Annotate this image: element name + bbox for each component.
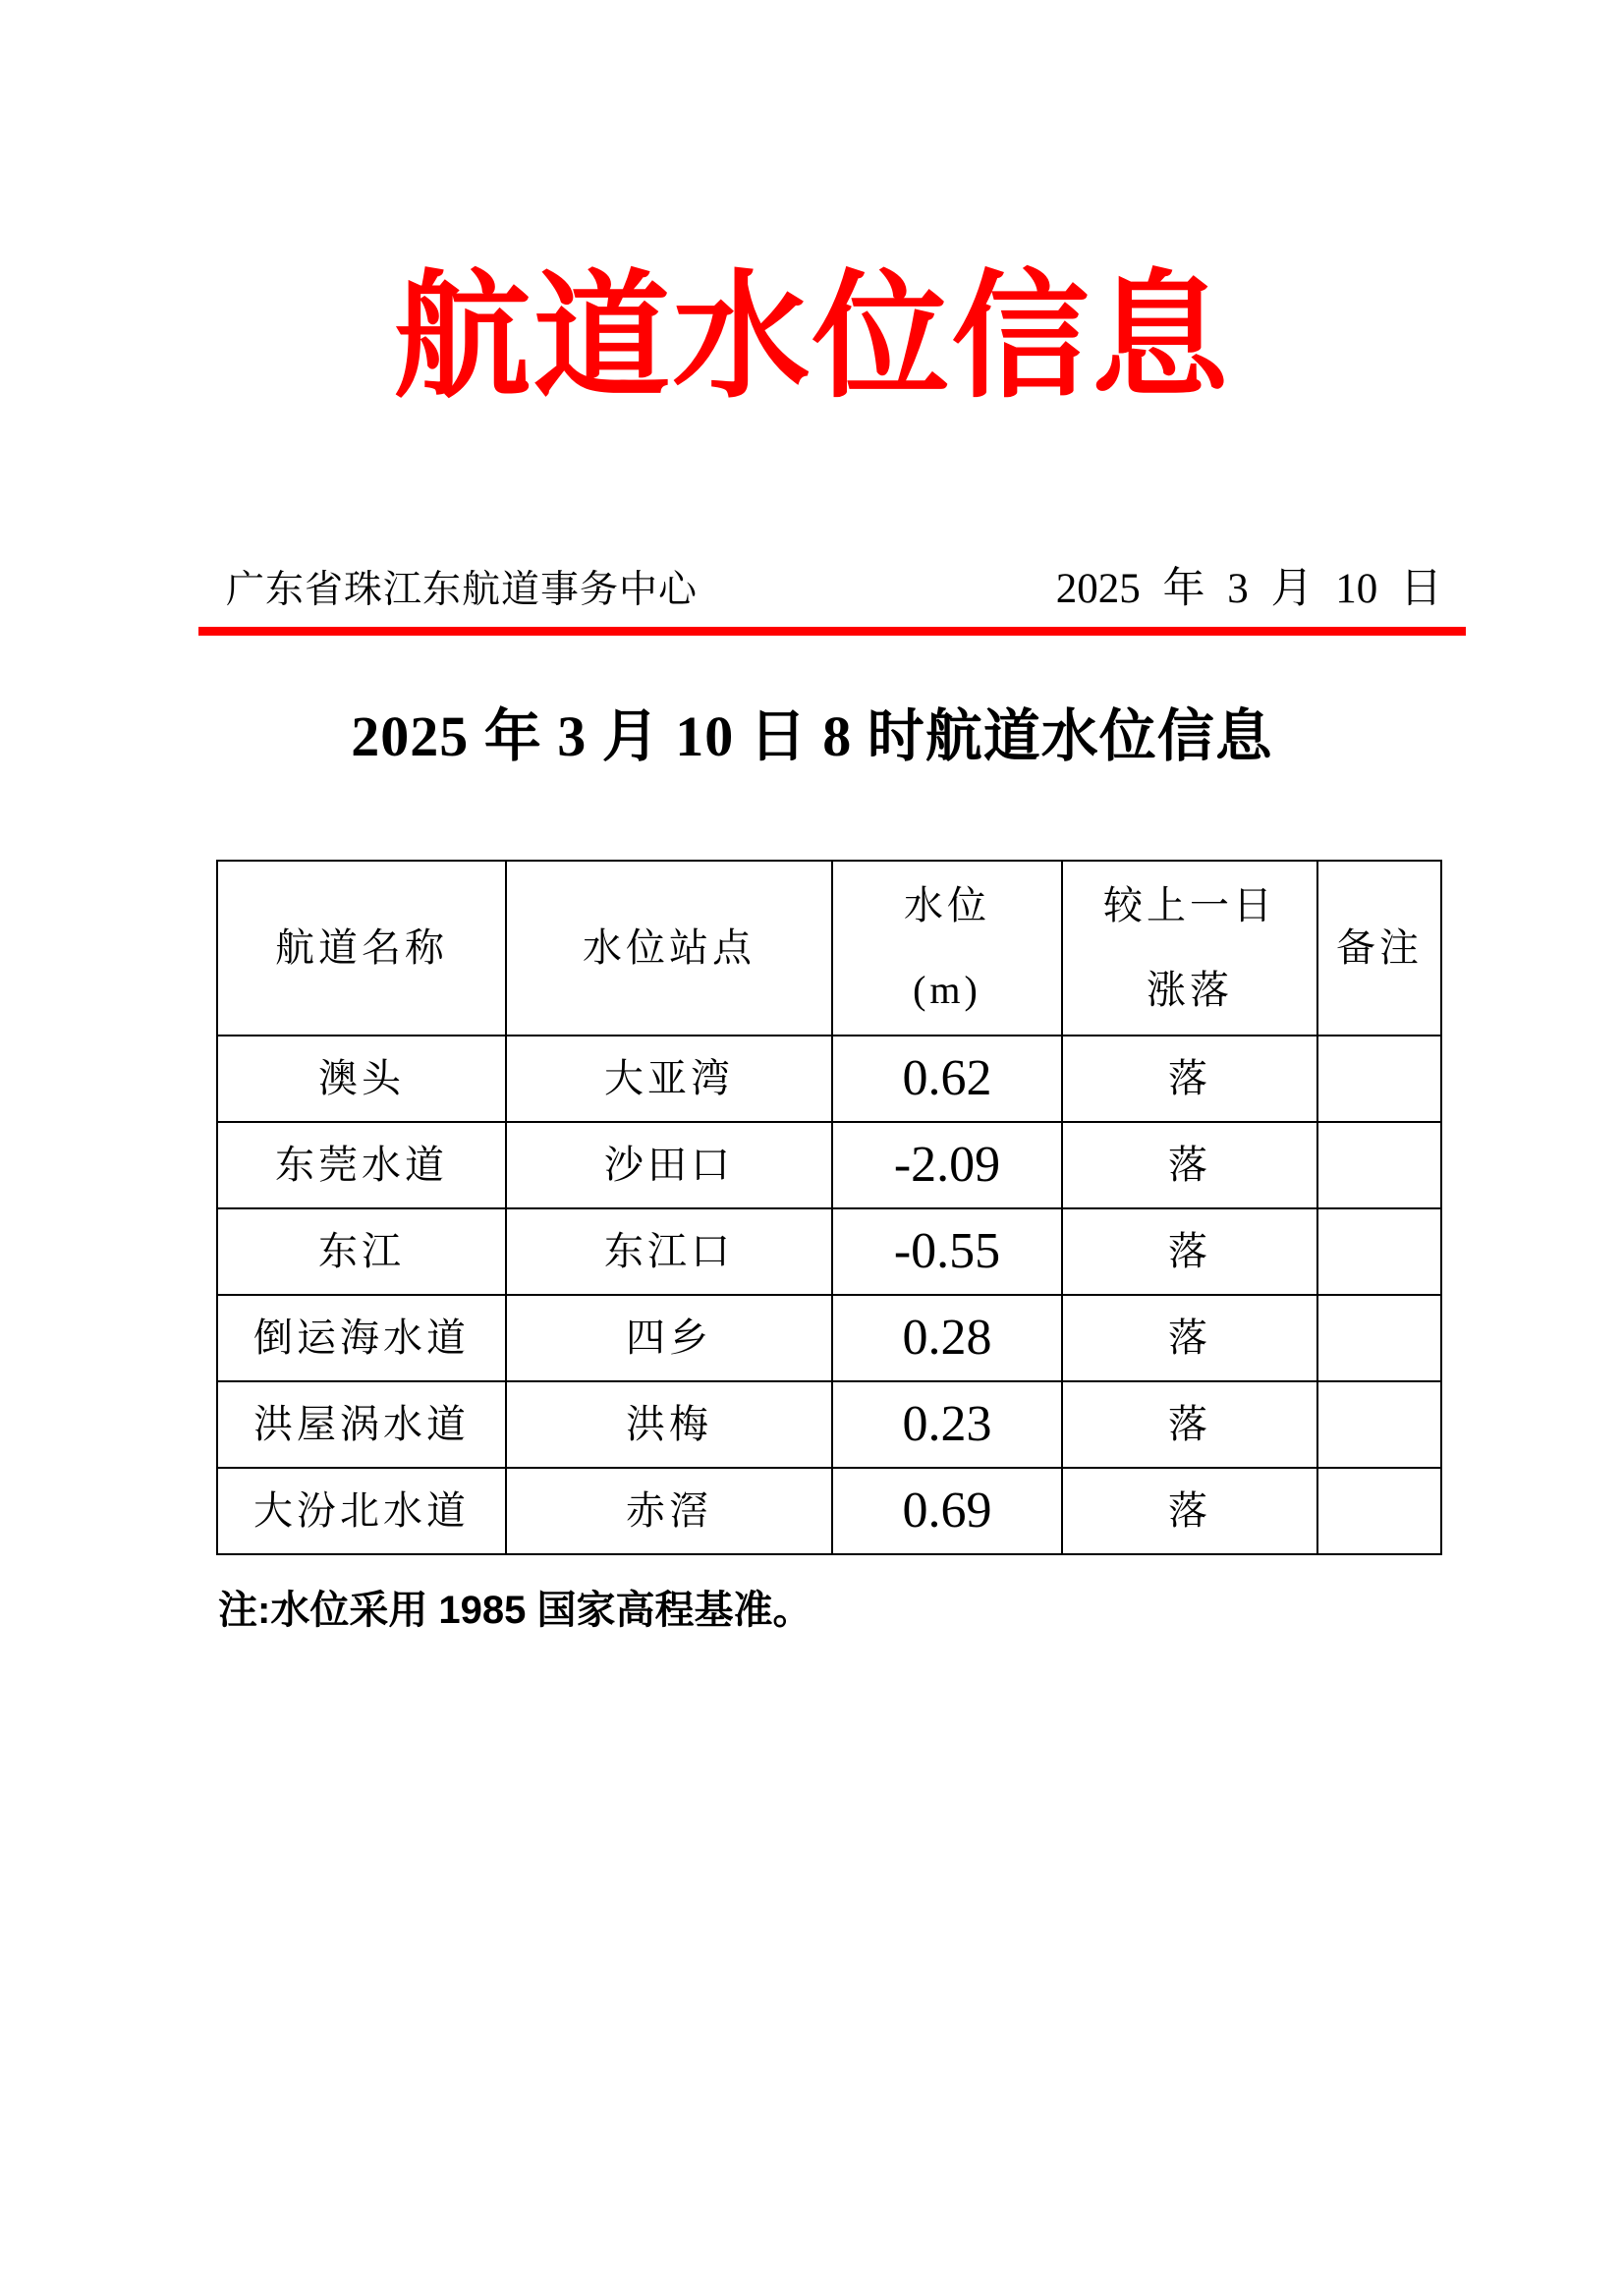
- column-header-trend: [1062, 861, 1317, 1036]
- column-header-level-unit: (m): [913, 968, 981, 1012]
- cell-remark: [1317, 1381, 1441, 1468]
- cell-station: 东江口: [506, 1208, 832, 1295]
- cell-remark: [1317, 1295, 1441, 1381]
- cell-station: 四乡: [506, 1295, 832, 1381]
- cell-trend: 落: [1062, 1208, 1317, 1295]
- cell-channel: 大汾北水道: [217, 1468, 506, 1554]
- cell-trend: 落: [1062, 1381, 1317, 1468]
- table-row: [217, 1468, 1441, 1554]
- cell-level: -2.09: [832, 1122, 1062, 1208]
- column-header-trend-line1: 较上一日: [1103, 883, 1276, 927]
- water-level-table-wrap: [216, 860, 1442, 1555]
- footnote: 注:水位采用 1985 国家高程基准。: [218, 1589, 812, 1632]
- water-level-table: [216, 860, 1442, 1555]
- document-title: 航道水位信息: [393, 262, 1231, 415]
- cell-channel: 东江: [217, 1208, 506, 1295]
- cell-station: 大亚湾: [506, 1036, 832, 1122]
- cell-level: 0.62: [832, 1036, 1062, 1122]
- column-header-trend-line2: 涨落: [1147, 968, 1233, 1012]
- cell-level: 0.69: [832, 1468, 1062, 1554]
- column-header-remark: 备注: [1317, 861, 1441, 1036]
- cell-trend: 落: [1062, 1036, 1317, 1122]
- cell-remark: [1317, 1122, 1441, 1208]
- cell-station: 沙田口: [506, 1122, 832, 1208]
- cell-station: 洪梅: [506, 1381, 832, 1468]
- cell-trend: 落: [1062, 1468, 1317, 1554]
- cell-channel: 倒运海水道: [217, 1295, 506, 1381]
- column-header-level: [832, 861, 1062, 1036]
- table-row: [217, 1381, 1441, 1468]
- table-row: [217, 1122, 1441, 1208]
- meta-row: [226, 564, 1442, 615]
- cell-station: 赤滘: [506, 1468, 832, 1554]
- table-row: [217, 1036, 1441, 1122]
- table-row: [217, 1295, 1441, 1381]
- cell-level: 0.23: [832, 1381, 1062, 1468]
- organization-name: 广东省珠江东航道事务中心: [226, 569, 699, 611]
- column-header-channel: 航道名称: [217, 861, 506, 1036]
- cell-channel: 澳头: [217, 1036, 506, 1122]
- cell-trend: 落: [1062, 1295, 1317, 1381]
- red-divider-rule: [198, 627, 1466, 636]
- table-title: 2025 年 3 月 10 日 8 时航道水位信息: [351, 704, 1273, 768]
- column-header-level-line1: 水位: [904, 883, 990, 927]
- cell-remark: [1317, 1208, 1441, 1295]
- cell-level: -0.55: [832, 1208, 1062, 1295]
- cell-remark: [1317, 1036, 1441, 1122]
- report-date: 2025 年 3 月 10 日: [1055, 566, 1442, 612]
- cell-channel: 东莞水道: [217, 1122, 506, 1208]
- column-header-station: 水位站点: [506, 861, 832, 1036]
- cell-channel: 洪屋涡水道: [217, 1381, 506, 1468]
- table-row: [217, 1208, 1441, 1295]
- cell-level: 0.28: [832, 1295, 1062, 1381]
- header-row: [217, 861, 1441, 1036]
- cell-trend: 落: [1062, 1122, 1317, 1208]
- cell-remark: [1317, 1468, 1441, 1554]
